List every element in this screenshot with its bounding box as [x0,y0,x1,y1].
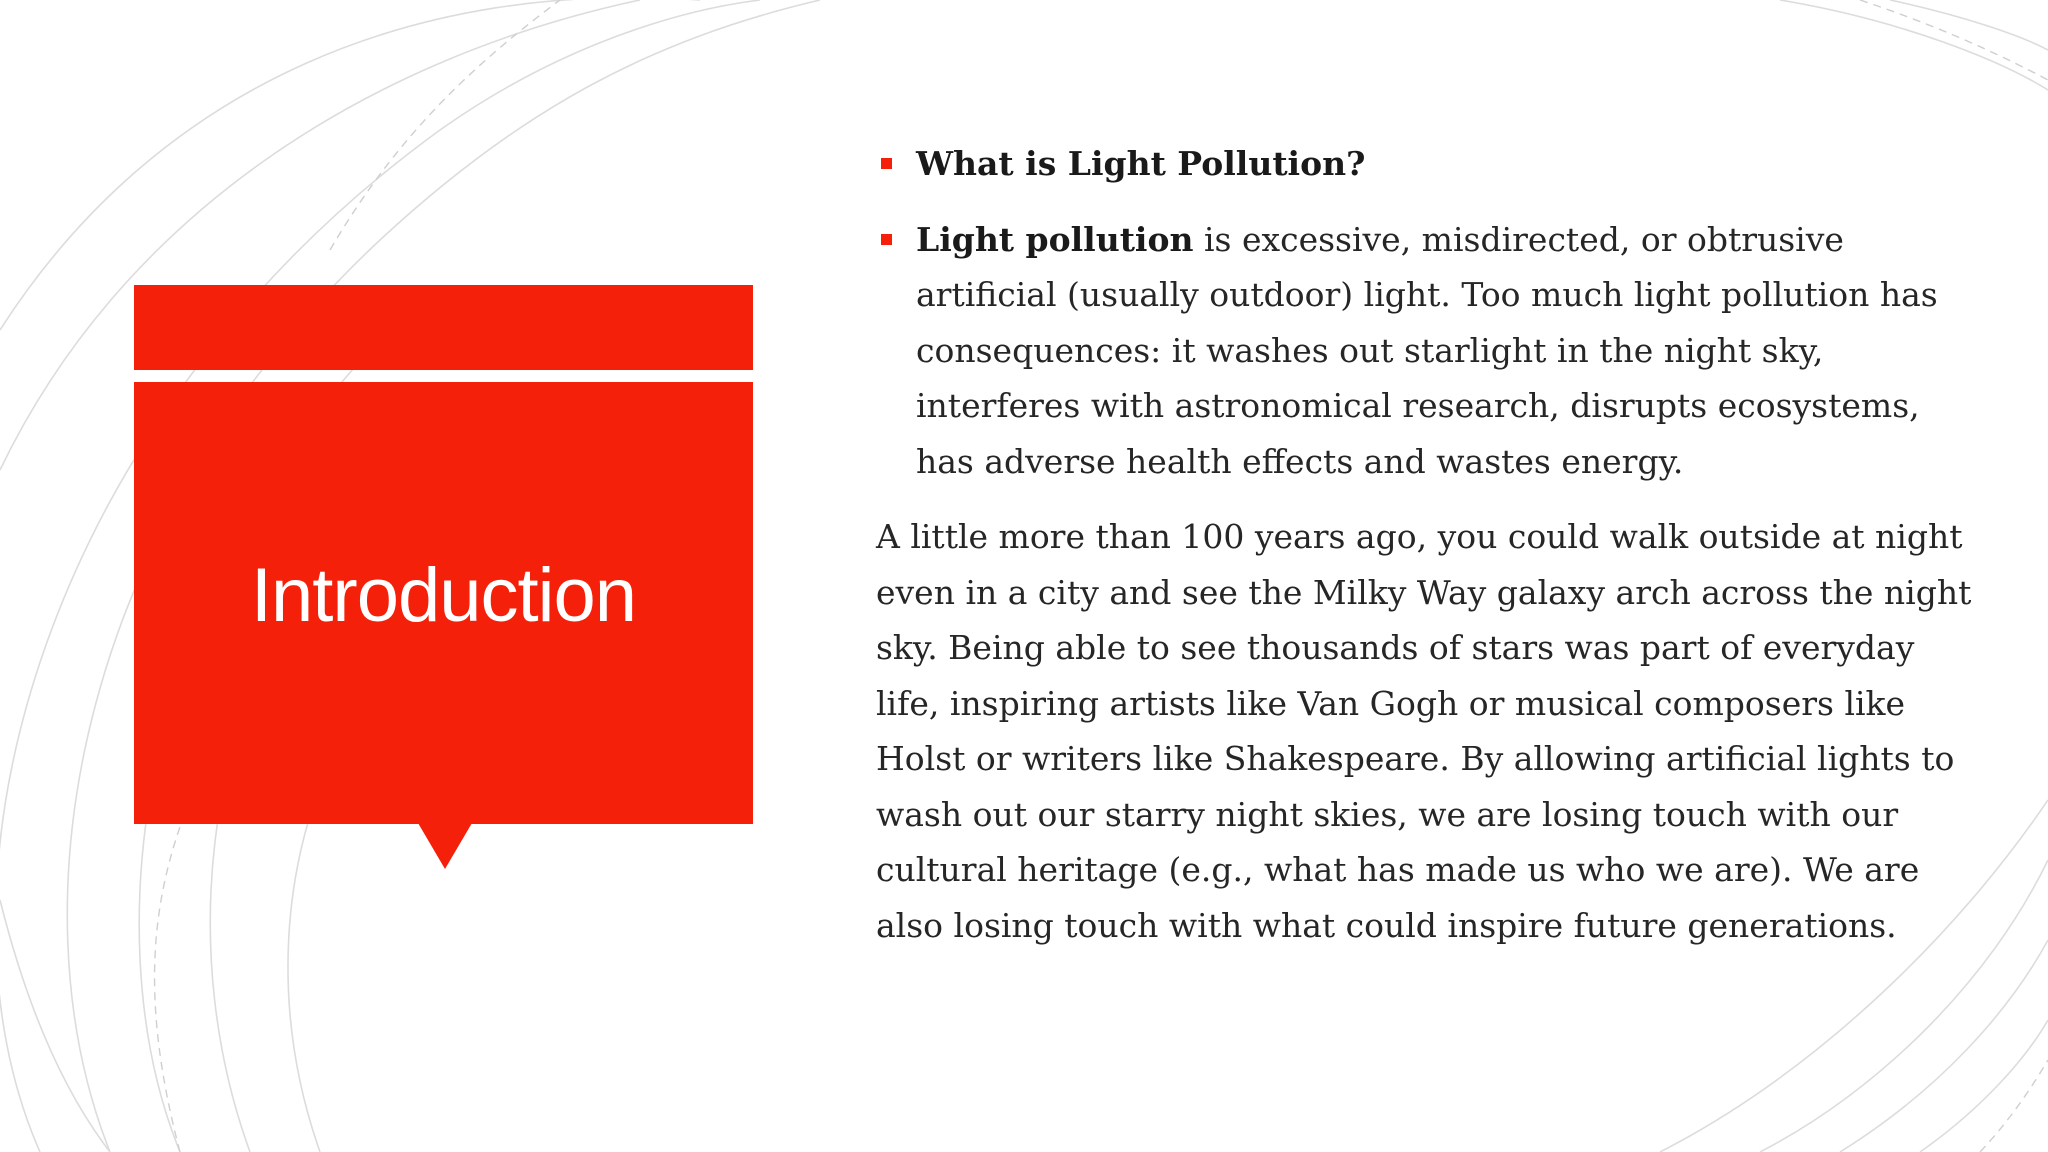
bullet-list [876,136,1986,489]
bullet-item [876,136,1986,192]
slide-content [876,136,1986,953]
square-bullet-icon [881,158,892,169]
body-paragraph: A little more than 100 years ago, you could walk outside at night even in a city and see the Milky Way galaxy arch across the night sky. Being able to see thousands of stars was part of everyday life, inspiring artists like Van Gogh or musical composers like Holst or writers like Shakespeare. By allowing artificial lights to wash out our starry night skies, we are losing touch with our cultural heritage (e.g., what has made us who we are). We are also losing touch with what could inspire future generations. [876,517,1972,945]
title-accent-bar [134,285,753,370]
title-callout-box [134,382,753,824]
callout-pointer [418,823,472,869]
square-bullet-icon [881,234,892,245]
slide-title: Introduction [250,552,637,638]
bullet-bold-text: What is Light Pollution? [916,144,1366,183]
bullet-text: is excessive, misdirected, or obtrusive artificial (usually outdoor) light. Too much light pollution has consequences: it washes out starlight in the night sky, interferes with astronomical research, disrupts ecosystems, has adverse health effects and wastes energy. [916,219,1938,481]
bullet-bold-text: Light pollution [916,219,1194,259]
bullet-item [876,212,1986,490]
